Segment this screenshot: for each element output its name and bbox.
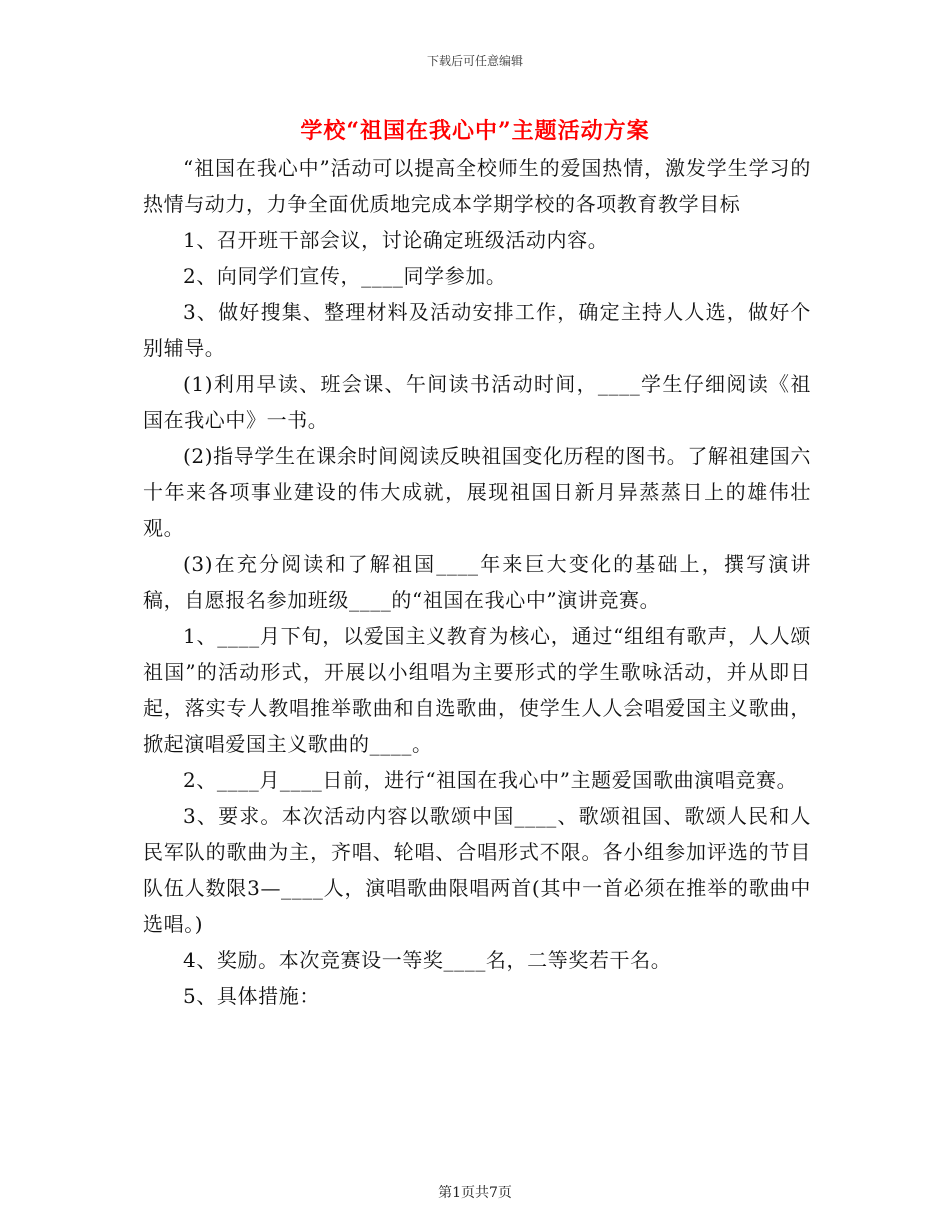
- document-title: 学校“祖国在我心中”主题活动方案: [300, 118, 650, 144]
- paragraph-song-2: 2、____月____日前，进行“祖国在我心中”主题爱国歌曲演唱竞赛。: [183, 768, 798, 792]
- paragraph-sub-2: (2)指导学生在课余时间阅读反映祖国变化历程的图书。了解祖建国六十年来各项事业建设的伟大成就，展现祖国日新月异蒸蒸日上的雄伟壮观。: [143, 444, 811, 540]
- paragraph-sub-1: (1)利用早读、班会课、午间读书活动时间，____学生仔细阅读《祖国在我心中》一书。: [143, 372, 811, 432]
- paragraph-item-2: 2、向同学们宣传，____同学参加。: [183, 264, 507, 288]
- header-note: 下载后可任意编辑: [426, 54, 523, 68]
- paragraph-intro: “祖国在我心中”活动可以提高全校师生的爱国热情，激发学生学习的热情与动力，力争全面优质地完成本学期学校的各项教育教学目标: [143, 156, 811, 216]
- paragraph-song-3: 3、要求。本次活动内容以歌颂中国____、歌颂祖国、歌颂人民和人民军队的歌曲为主，齐唱、轮唱、合唱形式不限。各小组参加评选的节目队伍人数限3—____人，演唱歌曲限唱两首(其中一首必须在推举的歌曲中选唱。): [143, 804, 811, 936]
- paragraph-item-1: 1、召开班干部会议，讨论确定班级活动内容。: [183, 228, 609, 252]
- page-number: 第1页共7页: [438, 1185, 512, 1201]
- document-body: [143, 150, 811, 1014]
- paragraph-song-4: 4、奖励。本次竞赛设一等奖____名，二等奖若干名。: [183, 948, 672, 972]
- paragraph-sub-3: (3)在充分阅读和了解祖国____年来巨大变化的基础上，撰写演讲稿，自愿报名参加班级____的“祖国在我心中”演讲竞赛。: [143, 552, 811, 612]
- paragraph-item-3: 3、做好搜集、整理材料及活动安排工作，确定主持人人选，做好个别辅导。: [143, 300, 811, 360]
- paragraph-song-1: 1、____月下旬，以爱国主义教育为核心，通过“组组有歌声，人人颂祖国”的活动形式，开展以小组唱为主要形式的学生歌咏活动，并从即日起，落实专人教唱推举歌曲和自选歌曲，使学生人人会唱爱国主义歌曲，掀起演唱爱国主义歌曲的____。: [143, 624, 811, 756]
- paragraph-song-5: 5、具体措施：: [183, 984, 320, 1008]
